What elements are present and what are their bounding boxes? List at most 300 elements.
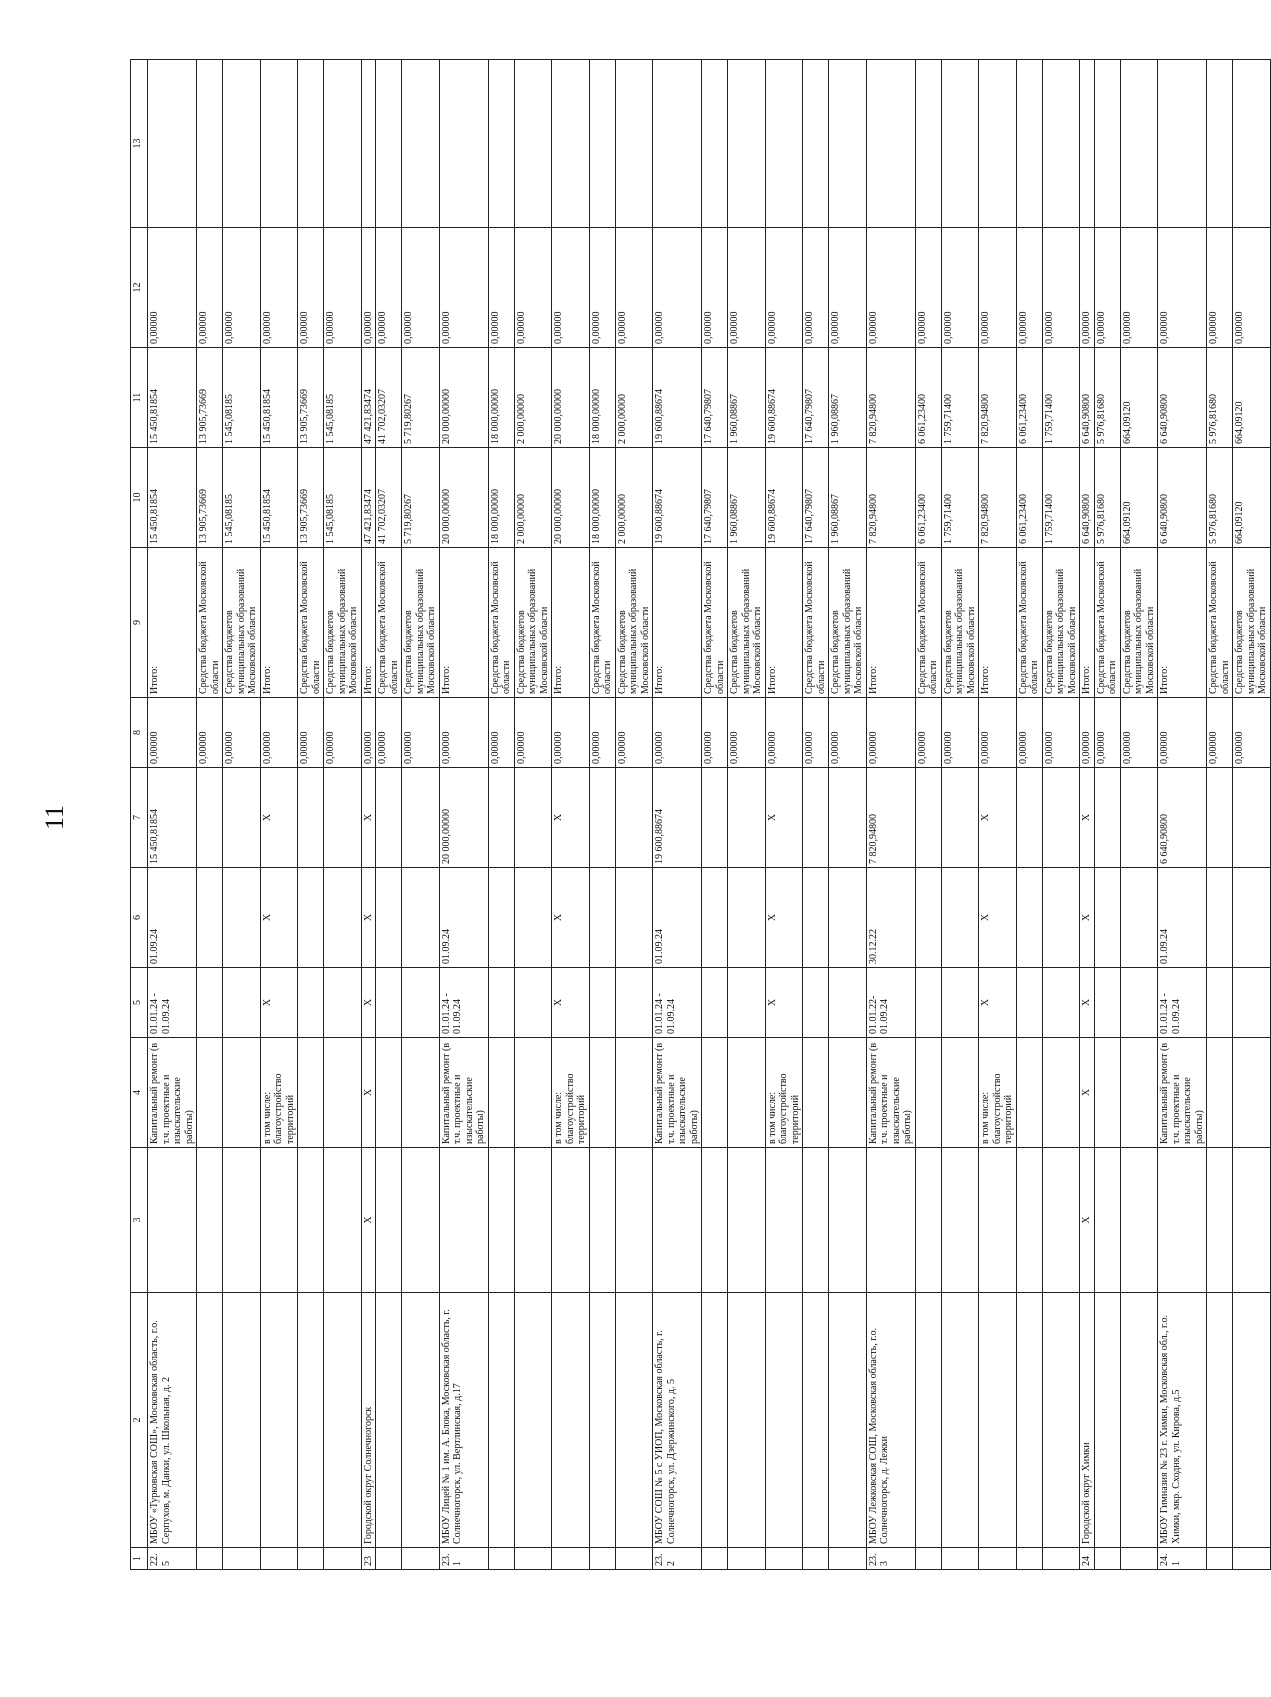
work-type-cell bbox=[1094, 1038, 1120, 1148]
object-name-cell: Городской округ Солнечногорск bbox=[361, 1293, 376, 1548]
col12-cell: 0,00000 bbox=[653, 228, 702, 348]
col12-cell: 0,00000 bbox=[1158, 228, 1207, 348]
funding-source-cell: Средства бюджета Московской области bbox=[915, 548, 941, 698]
cost-cell bbox=[1094, 768, 1120, 868]
object-name-cell bbox=[260, 1293, 298, 1548]
cost-cell bbox=[941, 768, 979, 868]
col8-cell: 0,00000 bbox=[915, 698, 941, 768]
amount-total-cell: 13 905,73669 bbox=[298, 448, 324, 548]
amount-year-cell: 20 000,00000 bbox=[439, 348, 488, 448]
period-cell bbox=[829, 968, 867, 1038]
row-number-cell: 23.3 bbox=[866, 1548, 915, 1570]
table-row bbox=[979, 60, 1017, 1570]
cost-cell bbox=[702, 768, 728, 868]
col13-cell bbox=[702, 60, 728, 228]
cost-cell bbox=[376, 768, 402, 868]
col8-cell: 0,00000 bbox=[1080, 698, 1095, 768]
date-cell bbox=[1233, 868, 1271, 968]
col3-cell bbox=[915, 1148, 941, 1293]
row-number-cell bbox=[197, 1548, 223, 1570]
col8-cell: 0,00000 bbox=[324, 698, 362, 768]
col8-cell: 0,00000 bbox=[197, 698, 223, 768]
col13-cell bbox=[1233, 60, 1271, 228]
amount-total-cell: 7 820,94800 bbox=[979, 448, 1017, 548]
cost-cell: X bbox=[260, 768, 298, 868]
col8-cell: 0,00000 bbox=[514, 698, 552, 768]
row-number-cell: 24.1 bbox=[1158, 1548, 1207, 1570]
funding-source-cell: Итого: bbox=[439, 548, 488, 698]
col12-cell: 0,00000 bbox=[376, 228, 402, 348]
funding-source-cell: Итого: bbox=[1080, 548, 1095, 698]
col3-cell bbox=[376, 1148, 402, 1293]
work-type-cell bbox=[1233, 1038, 1271, 1148]
col13-cell bbox=[803, 60, 829, 228]
funding-source-cell: Средства бюджетов муниципальных образований Московской области bbox=[1233, 548, 1271, 698]
object-name-cell bbox=[728, 1293, 766, 1548]
table-row bbox=[1080, 60, 1095, 1570]
row-number-cell bbox=[552, 1548, 590, 1570]
date-cell: X bbox=[260, 868, 298, 968]
col8-cell: 0,00000 bbox=[803, 698, 829, 768]
amount-total-cell: 2 000,00000 bbox=[514, 448, 552, 548]
object-name-cell bbox=[1042, 1293, 1080, 1548]
amount-year-cell: 20 000,00000 bbox=[552, 348, 590, 448]
work-type-cell bbox=[728, 1038, 766, 1148]
funding-source-cell: Средства бюджета Московской области bbox=[1016, 548, 1042, 698]
object-name-cell bbox=[298, 1293, 324, 1548]
cost-cell: 19 600,88674 bbox=[653, 768, 702, 868]
funding-source-cell: Итого: bbox=[552, 548, 590, 698]
row-number-cell bbox=[488, 1548, 514, 1570]
work-type-cell bbox=[197, 1038, 223, 1148]
date-cell: X bbox=[1080, 868, 1095, 968]
amount-total-cell: 20 000,00000 bbox=[439, 448, 488, 548]
cost-cell bbox=[829, 768, 867, 868]
work-type-cell bbox=[1042, 1038, 1080, 1148]
col13-cell bbox=[324, 60, 362, 228]
col13-cell bbox=[1016, 60, 1042, 228]
col8-cell: 0,00000 bbox=[361, 698, 376, 768]
col13-cell bbox=[941, 60, 979, 228]
col8-cell: 0,00000 bbox=[866, 698, 915, 768]
col13-cell bbox=[439, 60, 488, 228]
work-type-cell bbox=[1016, 1038, 1042, 1148]
col12-cell: 0,00000 bbox=[765, 228, 803, 348]
col8-cell: 0,00000 bbox=[589, 698, 615, 768]
rotated-table-container bbox=[130, 60, 1268, 1570]
object-name-cell: МБОУ Гимназия № 23 г. Химки, Московская обл., г.о. Химки, мкр. Сходня, ул. Кирова, д.5 bbox=[1158, 1293, 1207, 1548]
col8-cell: 0,00000 bbox=[615, 698, 653, 768]
work-type-cell bbox=[402, 1038, 440, 1148]
column-header-4: 4 bbox=[131, 1038, 148, 1148]
col12-cell: 0,00000 bbox=[260, 228, 298, 348]
row-number-cell bbox=[702, 1548, 728, 1570]
table-row bbox=[361, 60, 376, 1570]
work-type-cell bbox=[615, 1038, 653, 1148]
work-type-cell: в том числе: благоустройство территорий bbox=[979, 1038, 1017, 1148]
cost-cell bbox=[589, 768, 615, 868]
page-number: 11 bbox=[40, 804, 69, 830]
amount-total-cell: 41 702,03207 bbox=[376, 448, 402, 548]
column-header-8: 8 bbox=[131, 698, 148, 768]
amount-year-cell: 15 450,81854 bbox=[260, 348, 298, 448]
col8-cell: 0,00000 bbox=[1207, 698, 1233, 768]
table-row bbox=[148, 60, 197, 1570]
row-number-cell: 23 bbox=[361, 1548, 376, 1570]
col12-cell: 0,00000 bbox=[702, 228, 728, 348]
amount-total-cell: 19 600,88674 bbox=[765, 448, 803, 548]
col13-cell bbox=[197, 60, 223, 228]
row-number-cell: 22.5 bbox=[148, 1548, 197, 1570]
col13-cell bbox=[552, 60, 590, 228]
object-name-cell bbox=[1094, 1293, 1120, 1548]
col12-cell: 0,00000 bbox=[1016, 228, 1042, 348]
date-cell bbox=[803, 868, 829, 968]
column-header-9: 9 bbox=[131, 548, 148, 698]
object-name-cell bbox=[765, 1293, 803, 1548]
row-number-cell bbox=[941, 1548, 979, 1570]
amount-total-cell: 5 976,81680 bbox=[1207, 448, 1233, 548]
col12-cell: 0,00000 bbox=[361, 228, 376, 348]
work-type-cell: Капитальный ремонт (в т.ч. проектные и изыскательские работы) bbox=[866, 1038, 915, 1148]
object-name-cell bbox=[829, 1293, 867, 1548]
amount-year-cell: 18 000,00000 bbox=[589, 348, 615, 448]
row-number-cell bbox=[1207, 1548, 1233, 1570]
work-type-cell: Капитальный ремонт (в т.ч. проектные и изыскательские работы) bbox=[148, 1038, 197, 1148]
row-number-cell bbox=[728, 1548, 766, 1570]
col3-cell bbox=[197, 1148, 223, 1293]
period-cell bbox=[941, 968, 979, 1038]
row-number-cell bbox=[1233, 1548, 1271, 1570]
date-cell: 01.09.24 bbox=[439, 868, 488, 968]
work-type-cell bbox=[298, 1038, 324, 1148]
col12-cell: 0,00000 bbox=[589, 228, 615, 348]
col12-cell: 0,00000 bbox=[941, 228, 979, 348]
table-row bbox=[324, 60, 362, 1570]
col3-cell bbox=[1233, 1148, 1271, 1293]
funding-source-cell: Средства бюджета Московской области bbox=[197, 548, 223, 698]
funding-source-cell: Средства бюджетов муниципальных образований Московской области bbox=[223, 548, 261, 698]
cost-cell: X bbox=[361, 768, 376, 868]
col12-cell: 0,00000 bbox=[829, 228, 867, 348]
date-cell bbox=[223, 868, 261, 968]
col3-cell bbox=[488, 1148, 514, 1293]
col3-cell bbox=[439, 1148, 488, 1293]
object-name-cell bbox=[803, 1293, 829, 1548]
cost-cell bbox=[223, 768, 261, 868]
table-row bbox=[223, 60, 261, 1570]
amount-year-cell: 13 905,73669 bbox=[298, 348, 324, 448]
col12-cell: 0,00000 bbox=[552, 228, 590, 348]
table-row bbox=[1120, 60, 1158, 1570]
work-type-cell: в том числе: благоустройство территорий bbox=[765, 1038, 803, 1148]
amount-year-cell: 2 000,00000 bbox=[615, 348, 653, 448]
amount-year-cell: 664,09120 bbox=[1233, 348, 1271, 448]
col3-cell bbox=[552, 1148, 590, 1293]
cost-cell bbox=[1207, 768, 1233, 868]
amount-total-cell: 13 905,73669 bbox=[197, 448, 223, 548]
period-cell: X bbox=[552, 968, 590, 1038]
amount-year-cell: 6 061,23400 bbox=[915, 348, 941, 448]
funding-source-cell: Итого: bbox=[361, 548, 376, 698]
amount-year-cell: 1 960,08867 bbox=[829, 348, 867, 448]
col13-cell bbox=[361, 60, 376, 228]
column-header-2: 2 bbox=[131, 1293, 148, 1548]
work-type-cell bbox=[324, 1038, 362, 1148]
amount-total-cell: 6 061,23400 bbox=[1016, 448, 1042, 548]
col3-cell: X bbox=[361, 1148, 376, 1293]
cost-cell: X bbox=[552, 768, 590, 868]
object-name-cell bbox=[1016, 1293, 1042, 1548]
column-header-1: 1 bbox=[131, 1548, 148, 1570]
col12-cell: 0,00000 bbox=[439, 228, 488, 348]
col12-cell: 0,00000 bbox=[197, 228, 223, 348]
cost-cell: 7 820,94800 bbox=[866, 768, 915, 868]
column-number-row bbox=[131, 60, 148, 1570]
amount-year-cell: 7 820,94800 bbox=[866, 348, 915, 448]
cost-cell: 15 450,81854 bbox=[148, 768, 197, 868]
col12-cell: 0,00000 bbox=[615, 228, 653, 348]
object-name-cell: МБОУ СОШ № 5 с УИОП, Московская область, г. Солнечногорск, ул. Дзержинского, д. 5 bbox=[653, 1293, 702, 1548]
column-header-6: 6 bbox=[131, 868, 148, 968]
amount-year-cell: 13 905,73669 bbox=[197, 348, 223, 448]
table-row bbox=[866, 60, 915, 1570]
cost-cell: 20 000,00000 bbox=[439, 768, 488, 868]
date-cell bbox=[298, 868, 324, 968]
col13-cell bbox=[223, 60, 261, 228]
work-type-cell bbox=[803, 1038, 829, 1148]
row-number-cell bbox=[979, 1548, 1017, 1570]
col12-cell: 0,00000 bbox=[514, 228, 552, 348]
work-type-cell bbox=[941, 1038, 979, 1148]
amount-total-cell: 1 545,08185 bbox=[223, 448, 261, 548]
col13-cell bbox=[1042, 60, 1080, 228]
cost-cell bbox=[298, 768, 324, 868]
funding-source-cell: Средства бюджетов муниципальных образований Московской области bbox=[1042, 548, 1080, 698]
table-row bbox=[402, 60, 440, 1570]
funding-source-cell: Итого: bbox=[866, 548, 915, 698]
work-type-cell: в том числе: благоустройство территорий bbox=[552, 1038, 590, 1148]
period-cell bbox=[514, 968, 552, 1038]
funding-source-cell: Средства бюджетов муниципальных образований Московской области bbox=[1120, 548, 1158, 698]
row-number-cell bbox=[223, 1548, 261, 1570]
amount-year-cell: 41 702,03207 bbox=[376, 348, 402, 448]
col13-cell bbox=[488, 60, 514, 228]
col3-cell bbox=[223, 1148, 261, 1293]
row-number-cell bbox=[1094, 1548, 1120, 1570]
period-cell bbox=[298, 968, 324, 1038]
object-name-cell bbox=[223, 1293, 261, 1548]
table-row bbox=[728, 60, 766, 1570]
amount-total-cell: 5 719,80267 bbox=[402, 448, 440, 548]
object-name-cell: Городской округ Химки bbox=[1080, 1293, 1095, 1548]
work-type-cell: X bbox=[1080, 1038, 1095, 1148]
column-header-12: 12 bbox=[131, 228, 148, 348]
cost-cell bbox=[1233, 768, 1271, 868]
period-cell bbox=[402, 968, 440, 1038]
col13-cell bbox=[765, 60, 803, 228]
period-cell bbox=[728, 968, 766, 1038]
period-cell: 01.01.22- 01.09.24 bbox=[866, 968, 915, 1038]
col8-cell: 0,00000 bbox=[298, 698, 324, 768]
work-type-cell: Капитальный ремонт (в т.ч. проектные и изыскательские работы) bbox=[439, 1038, 488, 1148]
work-type-cell: X bbox=[361, 1038, 376, 1148]
col3-cell bbox=[1158, 1148, 1207, 1293]
work-type-cell bbox=[702, 1038, 728, 1148]
work-type-cell: Капитальный ремонт (в т.ч. проектные и изыскательские работы) bbox=[1158, 1038, 1207, 1148]
funding-source-cell: Средства бюджетов муниципальных образований Московской области bbox=[514, 548, 552, 698]
col8-cell: 0,00000 bbox=[941, 698, 979, 768]
col8-cell: 0,00000 bbox=[765, 698, 803, 768]
date-cell: 01.09.24 bbox=[148, 868, 197, 968]
period-cell bbox=[197, 968, 223, 1038]
period-cell bbox=[1094, 968, 1120, 1038]
table-row bbox=[1016, 60, 1042, 1570]
col3-cell bbox=[615, 1148, 653, 1293]
period-cell: 01.01.24 - 01.09.24 bbox=[1158, 968, 1207, 1038]
amount-year-cell: 5 976,81680 bbox=[1094, 348, 1120, 448]
amount-year-cell: 7 820,94800 bbox=[979, 348, 1017, 448]
table-row bbox=[514, 60, 552, 1570]
col8-cell: 0,00000 bbox=[1120, 698, 1158, 768]
col13-cell bbox=[1094, 60, 1120, 228]
work-type-cell bbox=[488, 1038, 514, 1148]
object-name-cell bbox=[1233, 1293, 1271, 1548]
amount-total-cell: 15 450,81854 bbox=[148, 448, 197, 548]
date-cell bbox=[915, 868, 941, 968]
funding-source-cell: Итого: bbox=[979, 548, 1017, 698]
table-row bbox=[260, 60, 298, 1570]
period-cell bbox=[589, 968, 615, 1038]
table-row bbox=[653, 60, 702, 1570]
funding-source-cell: Средства бюджетов муниципальных образований Московской области bbox=[615, 548, 653, 698]
date-cell: 01.09.24 bbox=[653, 868, 702, 968]
date-cell bbox=[514, 868, 552, 968]
amount-year-cell: 15 450,81854 bbox=[148, 348, 197, 448]
date-cell bbox=[1016, 868, 1042, 968]
object-name-cell: МБОУ Лицей № 1 им. А. Блока, Московская область, г. Солнечногорск, ул. Вертлинская, д.17 bbox=[439, 1293, 488, 1548]
amount-year-cell: 19 600,88674 bbox=[653, 348, 702, 448]
amount-year-cell: 2 000,00000 bbox=[514, 348, 552, 448]
funding-source-cell: Итого: bbox=[148, 548, 197, 698]
funding-source-cell: Итого: bbox=[1158, 548, 1207, 698]
table-row bbox=[915, 60, 941, 1570]
col13-cell bbox=[402, 60, 440, 228]
col8-cell: 0,00000 bbox=[1158, 698, 1207, 768]
col12-cell: 0,00000 bbox=[324, 228, 362, 348]
col3-cell bbox=[979, 1148, 1017, 1293]
object-name-cell bbox=[702, 1293, 728, 1548]
amount-total-cell: 1 545,08185 bbox=[324, 448, 362, 548]
period-cell: 01.01.24 - 01.09.24 bbox=[653, 968, 702, 1038]
col3-cell bbox=[514, 1148, 552, 1293]
row-number-cell: 23.1 bbox=[439, 1548, 488, 1570]
amount-year-cell: 6 640,90800 bbox=[1080, 348, 1095, 448]
period-cell: X bbox=[260, 968, 298, 1038]
table-row bbox=[615, 60, 653, 1570]
period-cell: X bbox=[979, 968, 1017, 1038]
amount-total-cell: 47 421,83474 bbox=[361, 448, 376, 548]
funding-source-cell: Средства бюджета Московской области bbox=[1207, 548, 1233, 698]
amount-total-cell: 1 960,08867 bbox=[728, 448, 766, 548]
col3-cell bbox=[803, 1148, 829, 1293]
period-cell bbox=[376, 968, 402, 1038]
column-header-13: 13 bbox=[131, 60, 148, 228]
funding-source-cell: Итого: bbox=[765, 548, 803, 698]
amount-year-cell: 6 640,90800 bbox=[1158, 348, 1207, 448]
date-cell bbox=[615, 868, 653, 968]
period-cell: X bbox=[1080, 968, 1095, 1038]
col3-cell: X bbox=[1080, 1148, 1095, 1293]
period-cell bbox=[1120, 968, 1158, 1038]
col12-cell: 0,00000 bbox=[1042, 228, 1080, 348]
date-cell: X bbox=[979, 868, 1017, 968]
col12-cell: 0,00000 bbox=[148, 228, 197, 348]
date-cell bbox=[728, 868, 766, 968]
col12-cell: 0,00000 bbox=[915, 228, 941, 348]
funding-source-cell: Средства бюджета Московской области bbox=[702, 548, 728, 698]
col3-cell bbox=[653, 1148, 702, 1293]
date-cell bbox=[1120, 868, 1158, 968]
col3-cell bbox=[589, 1148, 615, 1293]
period-cell bbox=[324, 968, 362, 1038]
period-cell bbox=[915, 968, 941, 1038]
cost-cell bbox=[728, 768, 766, 868]
object-name-cell bbox=[376, 1293, 402, 1548]
row-number-cell bbox=[1042, 1548, 1080, 1570]
funding-source-cell: Средства бюджета Московской области bbox=[803, 548, 829, 698]
work-type-cell: в том числе: благоустройство территорий bbox=[260, 1038, 298, 1148]
work-type-cell bbox=[1120, 1038, 1158, 1148]
col3-cell bbox=[1094, 1148, 1120, 1293]
col13-cell bbox=[1080, 60, 1095, 228]
amount-year-cell: 1 960,08867 bbox=[728, 348, 766, 448]
col8-cell: 0,00000 bbox=[223, 698, 261, 768]
col3-cell bbox=[1120, 1148, 1158, 1293]
col8-cell: 0,00000 bbox=[829, 698, 867, 768]
col8-cell: 0,00000 bbox=[488, 698, 514, 768]
table-row bbox=[941, 60, 979, 1570]
col8-cell: 0,00000 bbox=[439, 698, 488, 768]
col13-cell bbox=[866, 60, 915, 228]
table-row bbox=[1042, 60, 1080, 1570]
col3-cell bbox=[1042, 1148, 1080, 1293]
amount-total-cell: 6 640,90800 bbox=[1158, 448, 1207, 548]
cost-cell bbox=[1120, 768, 1158, 868]
amount-total-cell: 1 759,71400 bbox=[1042, 448, 1080, 548]
col13-cell bbox=[1120, 60, 1158, 228]
table-row bbox=[829, 60, 867, 1570]
work-type-cell bbox=[1207, 1038, 1233, 1148]
col13-cell bbox=[979, 60, 1017, 228]
col13-cell bbox=[915, 60, 941, 228]
row-number-cell bbox=[1016, 1548, 1042, 1570]
col13-cell bbox=[653, 60, 702, 228]
date-cell bbox=[941, 868, 979, 968]
col12-cell: 0,00000 bbox=[1233, 228, 1271, 348]
col13-cell bbox=[615, 60, 653, 228]
object-name-cell bbox=[402, 1293, 440, 1548]
period-cell bbox=[803, 968, 829, 1038]
funding-source-cell: Средства бюджета Московской области bbox=[298, 548, 324, 698]
col13-cell bbox=[148, 60, 197, 228]
funding-source-cell: Средства бюджета Московской области bbox=[589, 548, 615, 698]
object-name-cell: МБОУ Лежковская СОШ, Московская область, г.о. Солнечногорск, д. Лежки bbox=[866, 1293, 915, 1548]
funding-source-cell: Итого: bbox=[260, 548, 298, 698]
col3-cell bbox=[1207, 1148, 1233, 1293]
cost-cell bbox=[488, 768, 514, 868]
row-number-cell bbox=[402, 1548, 440, 1570]
